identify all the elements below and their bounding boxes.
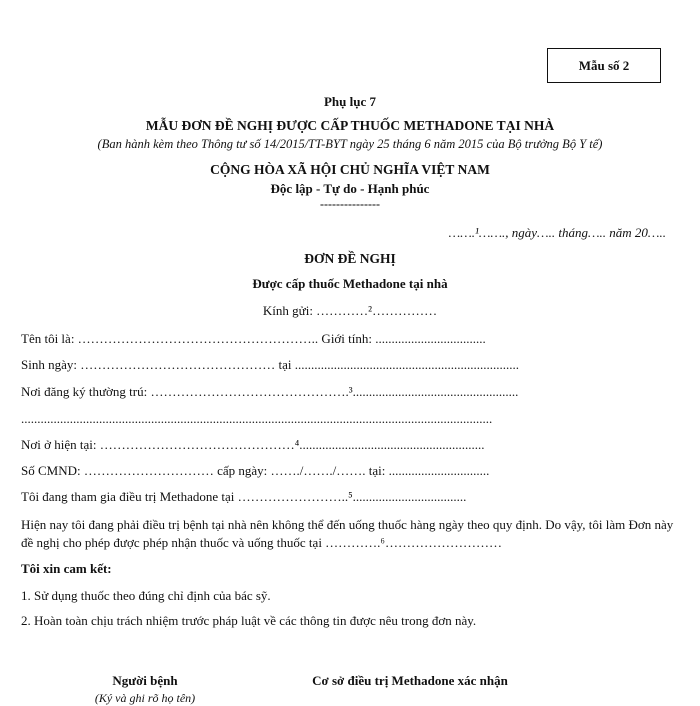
facility-confirmation-label: Cơ sở điều trị Methadone xác nhận [312, 673, 508, 688]
date-line: …….¹……., ngày….. tháng….. năm 20….. [448, 225, 666, 240]
commitment-item-1: 1. Sử dụng thuốc theo đúng chỉ định của bác sỹ. [21, 588, 271, 603]
reason-paragraph: Hiện nay tôi đang phải điều trị bệnh tại nhà nên không thể đến uống thuốc hàng ngày theo quy định. Do vậy, tôi làm Đơn này đề nghị cho phép được phép nhận thuốc và uống thuốc tại ………….⁶……………………… [21, 517, 674, 550]
registered-address-continued: ................................................................................................................................................. [21, 411, 493, 426]
commitment-item-2: 2. Hoàn toàn chịu trách nhiệm trước pháp luật về các thông tin được nêu trong đơn này. [21, 613, 477, 628]
name-field: Tên tôi là: ……………………………………………….. Giới tính: .................................. [21, 331, 486, 346]
treatment-facility-field: Tôi đang tham gia điều trị Methadone tại ……………………..⁵................................... [21, 489, 467, 504]
form-number-box [547, 48, 661, 83]
form-title: MẪU ĐƠN ĐỀ NGHỊ ĐƯỢC CẤP THUỐC METHADONE TẠI NHÀ [145, 118, 555, 133]
current-address-field: Nơi ở hiện tại: ………………………………………⁴......................................................... [21, 437, 485, 452]
divider: --------------- [320, 197, 380, 211]
motto: Độc lập - Tự do - Hạnh phúc [270, 181, 430, 196]
form-number: Mẫu số 2 [578, 57, 630, 73]
request-title: ĐƠN ĐỀ NGHỊ [304, 251, 396, 266]
recipient-line: Kính gửi: …………²…………… [262, 303, 438, 318]
appendix-label: Phụ lục 7 [323, 94, 376, 109]
registered-address-field: Nơi đăng ký thường trú: ……………………………………….³................................................... [21, 384, 519, 399]
dob-field: Sinh ngày: ……………………………………… tại ..................................................................... [21, 357, 519, 372]
commitment-heading: Tôi xin cam kết: [21, 561, 112, 576]
patient-signature-note: (Ký và ghi rõ họ tên) [94, 691, 196, 705]
issued-by-note: (Ban hành kèm theo Thông tư số 14/2015/TT-BYT ngày 25 tháng 6 năm 2015 của Bộ trưởng Bộ Y tế) [97, 137, 603, 151]
request-subtitle: Được cấp thuốc Methadone tại nhà [252, 276, 448, 291]
nation-heading: CỘNG HÒA XÃ HỘI CHỦ NGHĨA VIỆT NAM [210, 162, 490, 177]
id-card-field: Số CMND: ………………………… cấp ngày: ……./……./……. tại: ............................... [21, 463, 490, 478]
patient-signature-label: Người bệnh [112, 673, 178, 688]
